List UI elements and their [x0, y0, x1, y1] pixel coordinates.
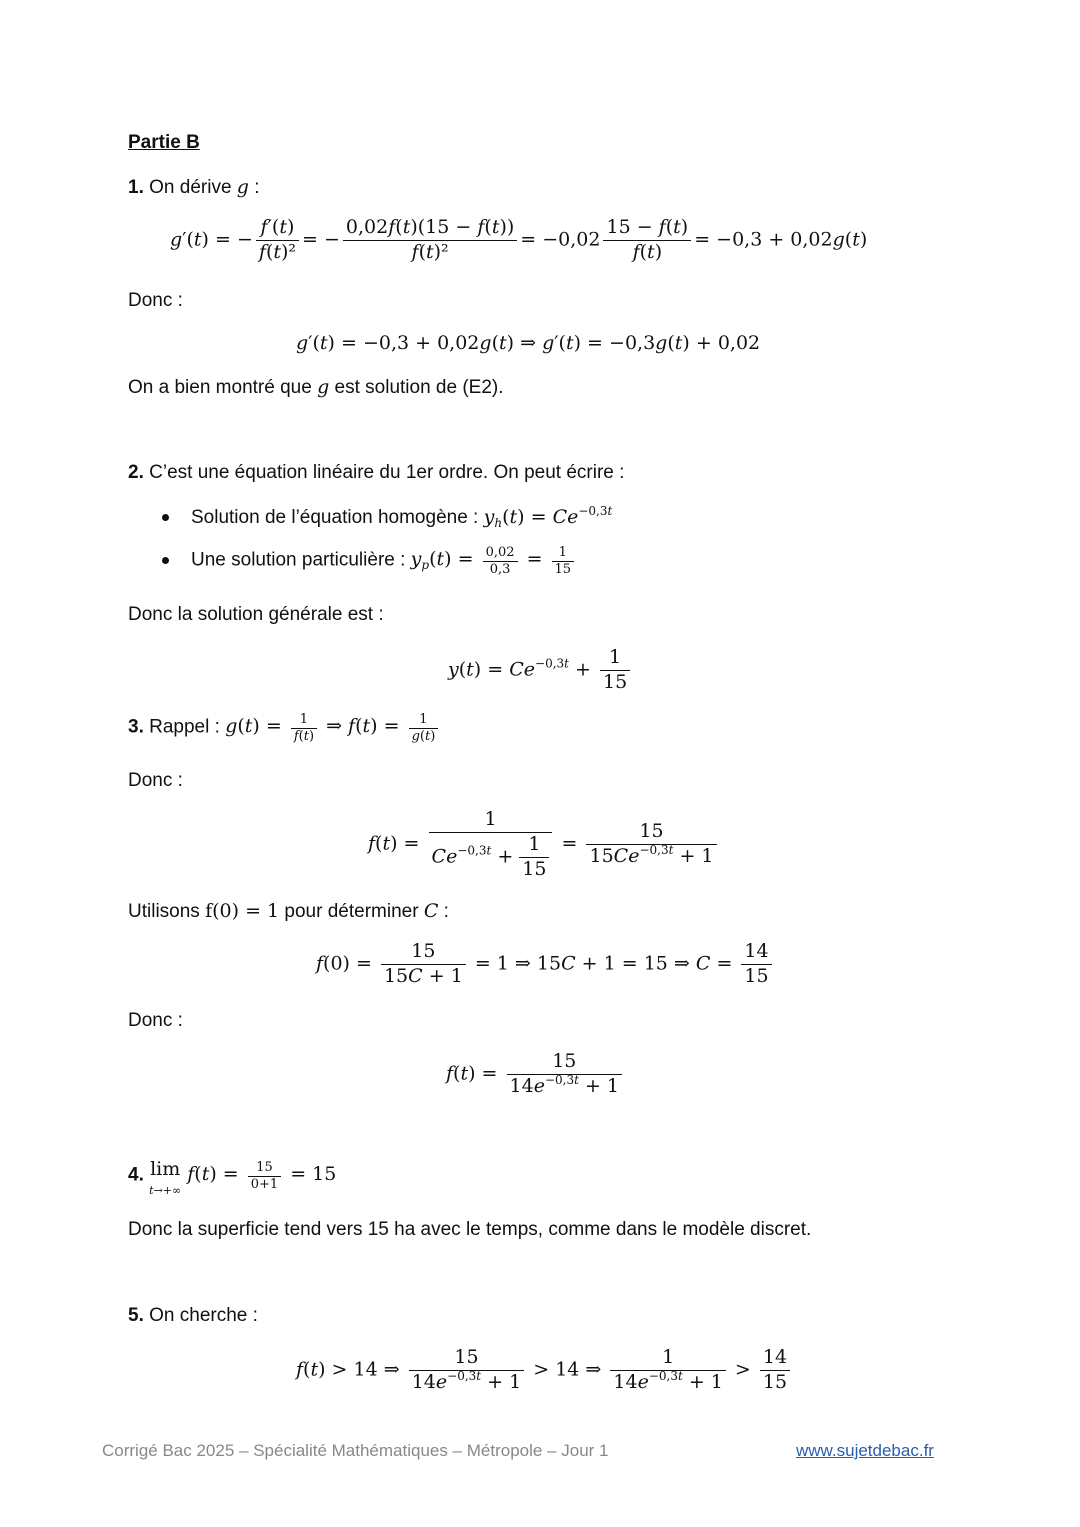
q2-intro: C’est une équation linéaire du 1er ordre. On peut écrire : — [143, 462, 625, 483]
q1-donc: Donc : — [128, 290, 183, 311]
q2-general-equation: $y(t) = Ce^{-0,3t}$ + $\frac{1}{15}$ — [448, 646, 633, 695]
section-title: Partie B — [128, 132, 200, 153]
q2-bullet-2-label: Une solution particulière : — [191, 549, 411, 571]
q1-var: g — [236, 176, 249, 198]
q1-conclusion-b: est solution de (E2). — [329, 377, 504, 398]
q3-use-var: C — [423, 900, 439, 922]
q3-c-equation: f(0) = $\frac{15}{15C + 1}$ = 1 ⇒ 15C + 1 = 15 ⇒ C = $\frac{14}{15}$ — [316, 940, 775, 989]
q2-bullet-1: Solution de l’équation homogène : $y_h(t) = Ce^{-0,3t}$ — [162, 506, 612, 529]
q1-conclusion-a: On a bien montré que — [128, 377, 318, 398]
bullet-icon — [162, 557, 169, 564]
q2-general-label: Donc la solution générale est : — [128, 604, 384, 625]
q1-conclusion — [128, 376, 504, 399]
q5-intro: On cherche : — [143, 1305, 258, 1326]
q5-equation: f(t) > 14 ⇒ $\frac{15}{14e^{-0,3t} + 1}$ > 14 ⇒ $\frac{1}{14e^{-0,3t} + 1}$ > $\frac{14}{15}$ — [296, 1346, 793, 1395]
q3-donc-2: Donc : — [128, 1010, 183, 1031]
q3-final-equation: f(t) = $\frac{15}{14e^{-0,3t} + 1}$ — [446, 1050, 625, 1099]
q5-number: 5. — [128, 1305, 144, 1326]
q2-bullet-1-label: Solution de l’équation homogène : — [191, 507, 484, 528]
q4-conclusion: Donc la superficie tend vers 15 ha avec le temps, comme dans le modèle discret. — [128, 1219, 812, 1240]
q1-intro: On dérive — [143, 177, 237, 198]
q1-conclusion-var: g — [317, 376, 330, 398]
q1-colon: : — [248, 177, 260, 198]
q2-heading — [128, 462, 624, 484]
q3-use-c: : — [438, 901, 449, 922]
footer-text: Corrigé Bac 2025 – Spécialité Mathématiques – Métropole – Jour 1 — [102, 1441, 609, 1460]
q4-heading: 4. lim t→+∞ f(t) = $\frac{15}{0+1}$ = 15 — [128, 1158, 337, 1197]
q2-bullet-2: Une solution particulière : $y_p(t)$ = $\frac{0,02}{0,3}$ = $\frac{1}{15}$ — [162, 545, 577, 579]
bullet-icon — [162, 514, 169, 521]
q5-heading — [128, 1305, 258, 1327]
q3-f-equation: f(t) = 1 $Ce^{-0,3t}$ + $\frac{1}{15}$ = $\frac{15}{15Ce^{-0,3t} + 1}$ — [368, 808, 720, 881]
q1-heading — [128, 176, 260, 199]
q1-number: 1. — [128, 177, 144, 198]
q3-use-eq: f(0) = 1 — [205, 900, 280, 922]
q3-use-a: Utilisons — [128, 901, 206, 922]
q2-number: 2. — [128, 462, 144, 483]
q3-donc-1: Donc : — [128, 770, 183, 791]
q3-number: 3. — [128, 716, 144, 738]
footer-link[interactable]: www.sujetdebac.fr — [796, 1441, 934, 1460]
q3-heading: 3. Rappel : g(t) = $\frac{1}{f(t)}$ ⇒ f(t) = $\frac{1}{g(t)}$ — [128, 712, 441, 746]
q3-intro: Rappel : — [143, 716, 226, 738]
q4-number: 4. — [128, 1164, 144, 1186]
q3-use-b: pour déterminer — [279, 901, 424, 922]
q3-use-line — [128, 900, 449, 923]
q1-equation: g′(t) = − $\frac{f'(t)}{\text{f(t)²}}$ = − $\frac{0,02f(t)(15 - f(t))}{\text{f(t)²}}$ = −0,02 $\frac{15 - f(t)}{f(t)}$ = −0,3 + 0,02g(t) — [170, 216, 868, 263]
q1-result-equation: g′(t) = −0,3 + 0,02g(t) ⇒ g′(t) = −0,3g(t) + 0,02 — [296, 332, 761, 354]
